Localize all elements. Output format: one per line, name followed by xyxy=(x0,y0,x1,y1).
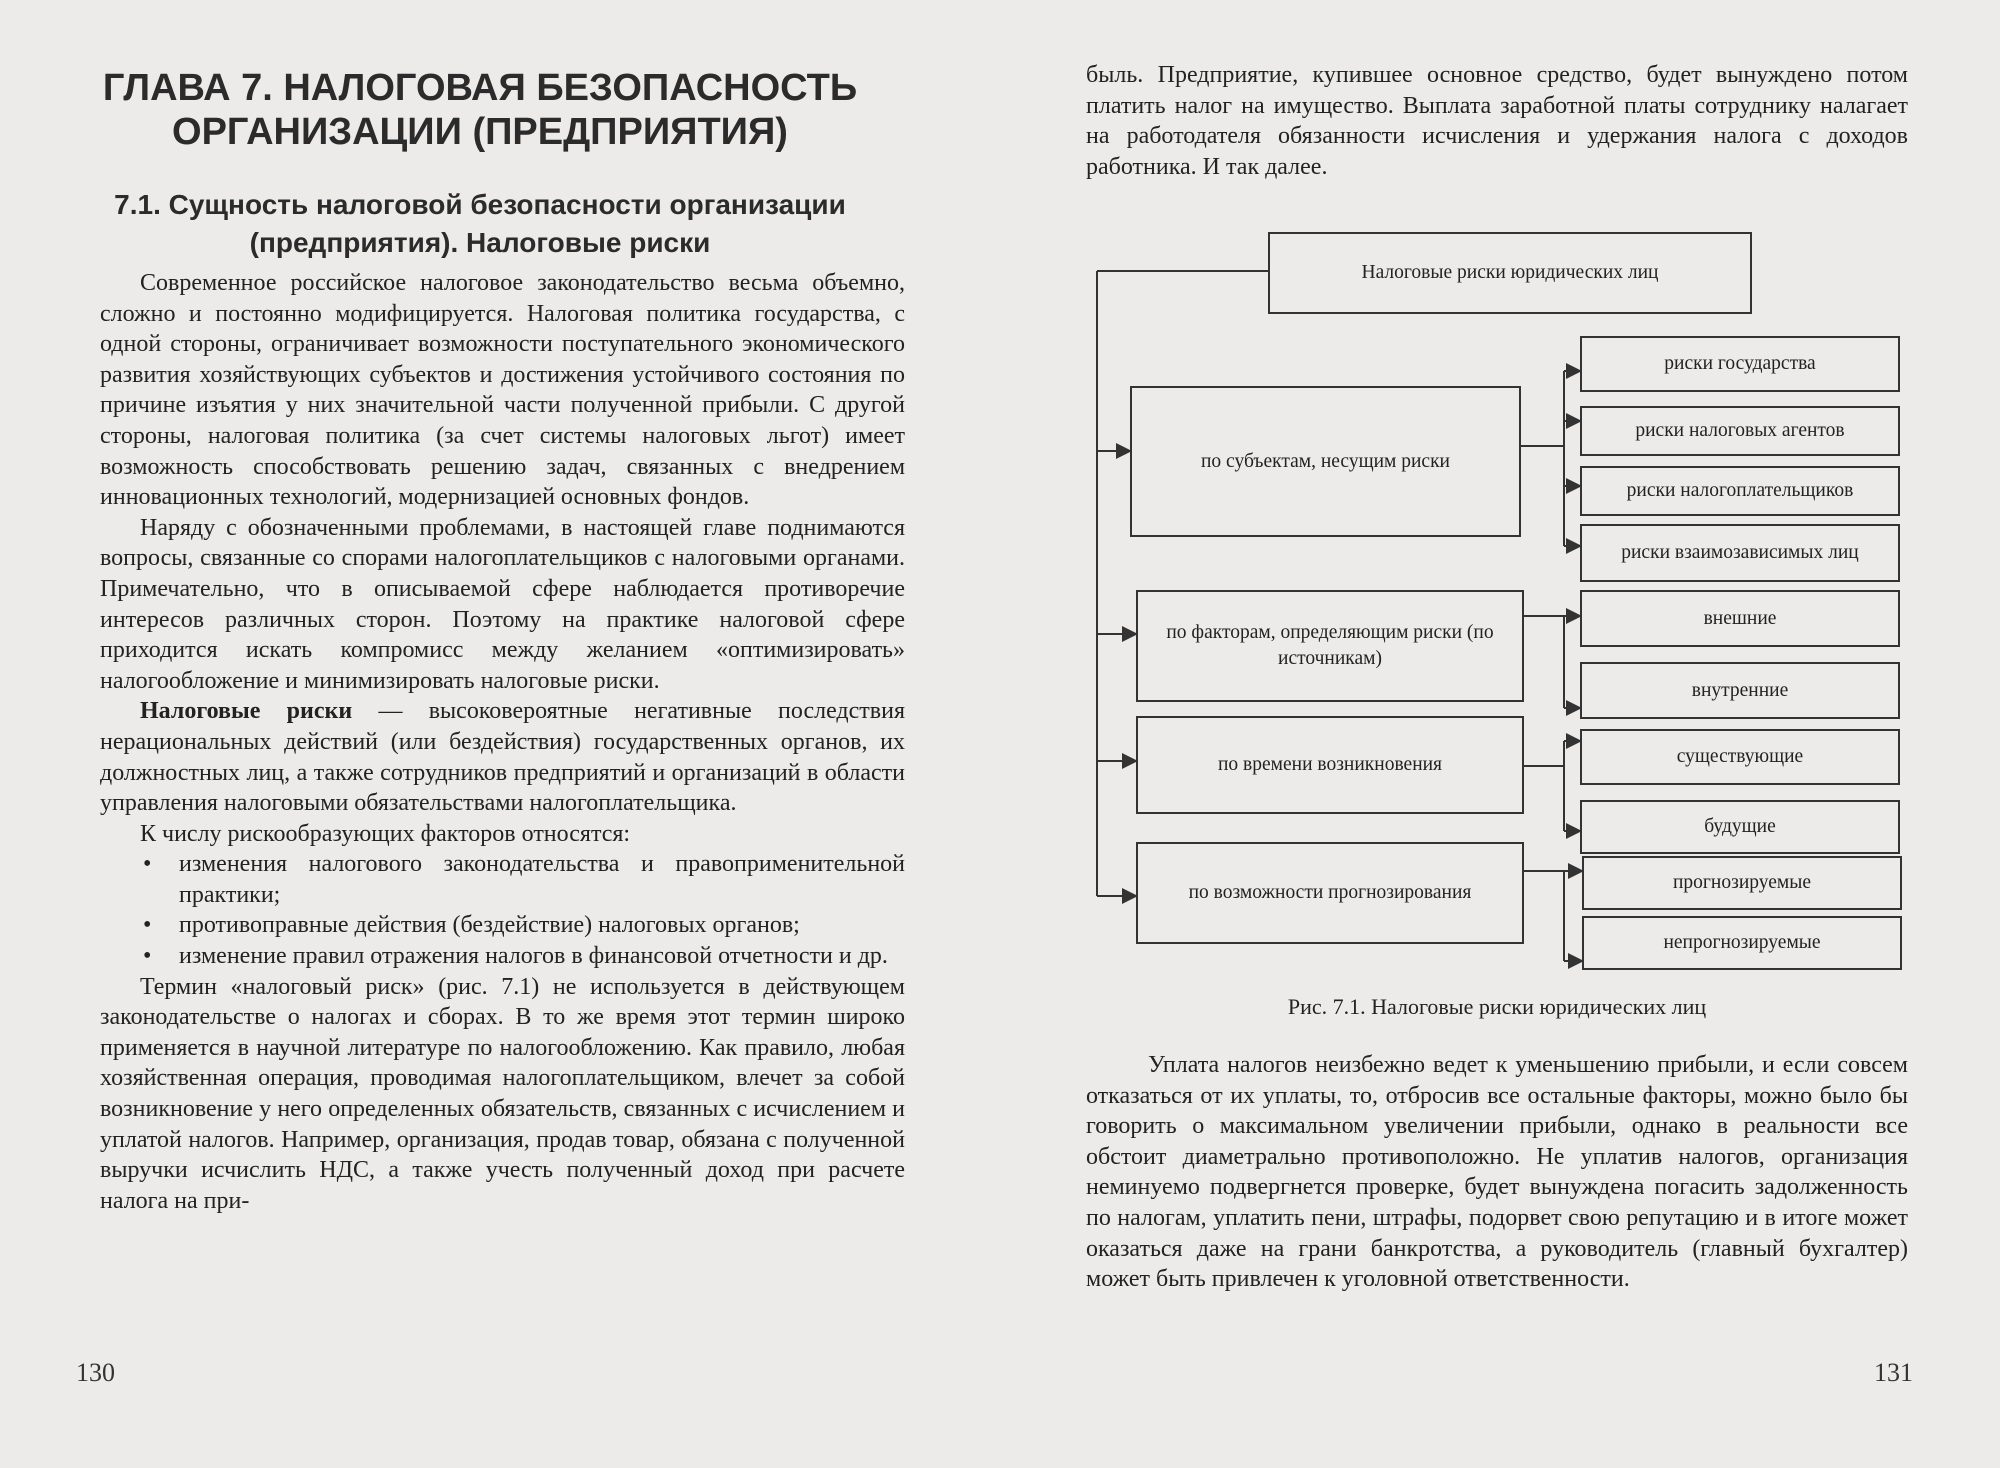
paragraph-2: Наряду с обозначенными проблемами, в настоящей главе поднимаются вопросы, связанные со спорами налогоплательщиков с налоговыми органами. Примечательно, что в описываемой сфере наблюдается противоречие интересов различных сторон. Поэтому на практике налоговой сфере приходится искать компромисс между желанием «оптимизировать» налогообложение и минимизировать налоговые риски. xyxy=(100,514,905,694)
item-box: непрогнозируемые xyxy=(1582,916,1902,970)
tax-risks-diagram xyxy=(1086,226,1916,986)
item-box: внутренние xyxy=(1580,662,1900,719)
item-box: риски взаимозависимых лиц xyxy=(1580,524,1900,582)
paragraph-4: К числу рискообразующих факторов относятся: xyxy=(140,820,631,847)
paragraph-5: Термин «налоговый риск» (рис. 7.1) не используется в действующем законодательстве о налогах и сборах. В то же время этот термин широко применяется в научной литературе по налогообложению. Как правило, любая хозяйственная операция, проводимая налогоплательщиком, влечет за собой возникновение у него определенных обязательств, связанных с исчислением и уплатой налогов. Например, организация, продав товар, обязана с полученной выручки исчислить НДС, а также учесть полученный доход при расчете налога на при- xyxy=(100,973,905,1214)
paragraph-1: Современное российское налоговое законодательство весьма объемно, сложно и постоянно модифицируется. Налоговая политика государства, с одной стороны, ограничивает возможности поступательного экономического развития хозяйствующих субъектов и достижения устойчивого состояния по причине изъятия у них значительной части полученной прибыли. С другой стороны, налоговая политика (за счет системы налоговых льгот) имеет возможность способствовать решению задач, связанных с внедрением инновационных технологий, модернизацией основных фондов. xyxy=(100,270,905,511)
root-box: Налоговые риски юридических лиц xyxy=(1268,232,1752,314)
right-top-text xyxy=(1086,60,1908,182)
item-box: существующие xyxy=(1580,729,1900,785)
group-box-time: по времени возникновения xyxy=(1136,716,1524,814)
list-item: • противоправные действия (бездействие) налоговых органов; xyxy=(140,910,905,941)
item-box: риски государства xyxy=(1580,336,1900,392)
right-bottom-text xyxy=(1086,1050,1908,1295)
paragraph-3 xyxy=(100,696,905,818)
risk-factors-list xyxy=(100,849,905,971)
list-item: • изменения налогового законодательства и правоприменительной практики; xyxy=(140,849,905,910)
chapter-title: ГЛАВА 7. НАЛОГОВАЯ БЕЗОПАСНОСТЬ ОРГАНИЗАЦИИ (ПРЕДПРИЯТИЯ) xyxy=(102,67,858,153)
term-tax-risks: Налоговые риски xyxy=(140,698,353,725)
figure-caption: Рис. 7.1. Налоговые риски юридических лиц xyxy=(1287,994,1707,1019)
page-number-left: 130 xyxy=(76,1358,115,1387)
group-box-factors: по факторам, определяющим риски (по источникам) xyxy=(1136,590,1524,702)
section-title: 7.1. Сущность налоговой безопасности организации (предприятия). Налоговые риски xyxy=(114,189,846,258)
group-box-subjects: по субъектам, несущим риски xyxy=(1130,386,1521,537)
left-body-text xyxy=(100,268,905,1216)
item-box: прогнозируемые xyxy=(1582,856,1902,910)
page-number-right: 131 xyxy=(1874,1358,1913,1387)
paragraph-3-rest: — высоковероятные негативные последствия нерациональных действий (или бездействия) государственных органов, их должностных лиц, а также сотрудников предприятий и организаций в области управления налоговыми обязательствами налогоплательщика. xyxy=(100,698,905,817)
paragraph-continued: быль. Предприятие, купившее основное средство, будет вынуждено потом платить налог на имущество. Выплата заработной платы сотруднику налагает на работодателя обязанности исчисления и удержания налога с доходов работника. И так далее. xyxy=(1086,62,1908,180)
item-box: риски налоговых агентов xyxy=(1580,406,1900,456)
paragraph-taxes: Уплата налогов неизбежно ведет к уменьшению прибыли, и если совсем отказаться от их уплаты, то, отбросив все остальные факторы, можно было бы говорить о максимальном увеличении прибыли, однако в реальности все обстоит диаметрально противоположно. Не уплатив налогов, организация неминуемо подвергнется проверке, будет вынуждена погасить задолженность по налогам, уплатить пени, штрафы, подорвет свою репутацию и в итоге может оказаться даже на грани банкротства, а руководитель (главный бухгалтер) может быть привлечен к уголовной ответственности. xyxy=(1086,1052,1908,1293)
item-box: внешние xyxy=(1580,590,1900,647)
list-item: • изменение правил отражения налогов в финансовой отчетности и др. xyxy=(140,941,905,972)
group-box-forecast: по возможности прогнозирования xyxy=(1136,842,1524,944)
right-page xyxy=(1000,0,2000,1468)
item-box: будущие xyxy=(1580,800,1900,854)
item-box: риски налогоплательщиков xyxy=(1580,466,1900,516)
